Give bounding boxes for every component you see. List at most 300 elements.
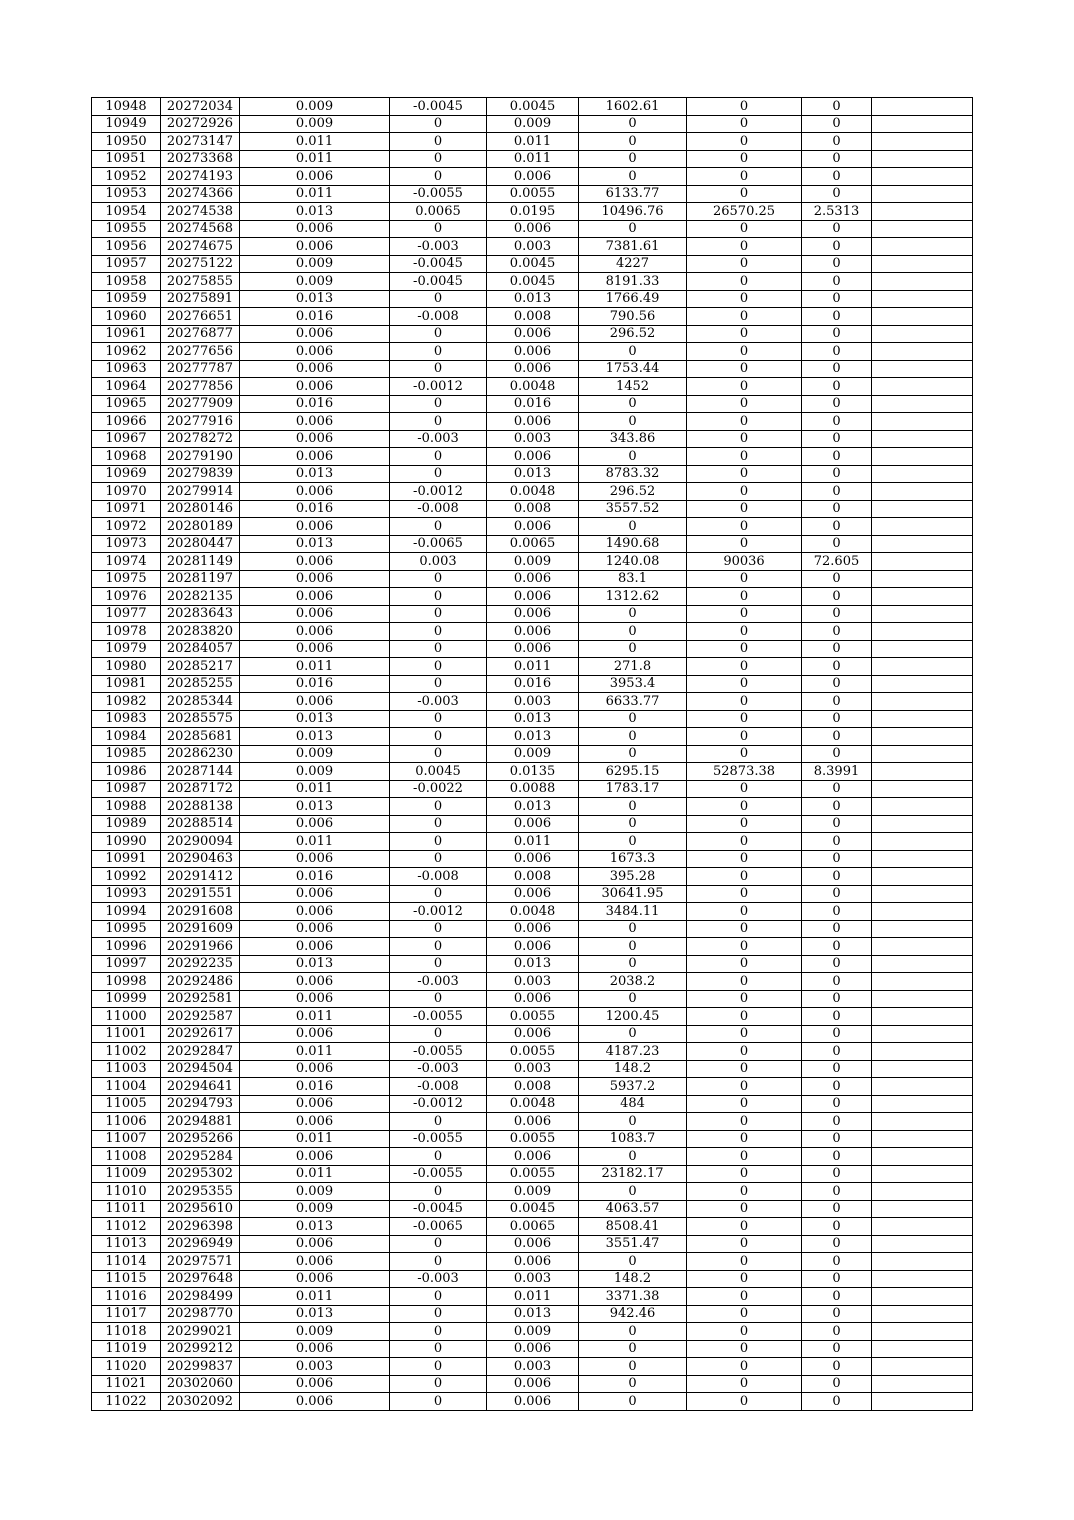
cell-adjustment: -0.0065 — [390, 535, 487, 553]
cell-net-rate: 0.006 — [487, 220, 579, 238]
cell-adjustment: 0 — [390, 588, 487, 606]
cell-rate: 0.006 — [240, 1025, 390, 1043]
table-row — [92, 465, 973, 483]
cell-value: 0 — [687, 1235, 802, 1253]
cell-net-rate: 0.0055 — [487, 1130, 579, 1148]
cell-value: 0 — [687, 1200, 802, 1218]
cell-blank — [872, 675, 973, 693]
cell-row-number: 10957 — [92, 255, 161, 273]
cell-row-number: 11022 — [92, 1393, 161, 1411]
cell-net-rate: 0.009 — [487, 1323, 579, 1341]
cell-row-number: 11013 — [92, 1235, 161, 1253]
cell-rate: 0.013 — [240, 465, 390, 483]
cell-adjustment: 0 — [390, 885, 487, 903]
cell-rate: 0.009 — [240, 273, 390, 291]
cell-net-rate: 0.003 — [487, 1358, 579, 1376]
cell-net-rate: 0.006 — [487, 360, 579, 378]
cell-ratio: 0 — [802, 395, 872, 413]
cell-rate: 0.006 — [240, 553, 390, 571]
cell-ratio: 0 — [802, 833, 872, 851]
cell-adjustment: 0 — [390, 798, 487, 816]
cell-record-id: 20299212 — [161, 1340, 240, 1358]
cell-record-id: 20294881 — [161, 1113, 240, 1131]
cell-adjustment: 0 — [390, 833, 487, 851]
cell-record-id: 20297571 — [161, 1253, 240, 1271]
cell-blank — [872, 1095, 973, 1113]
cell-blank — [872, 518, 973, 536]
cell-net-rate: 0.013 — [487, 290, 579, 308]
cell-value: 0 — [687, 1183, 802, 1201]
cell-adjustment: -0.003 — [390, 238, 487, 256]
cell-value: 0 — [687, 920, 802, 938]
table-row — [92, 605, 973, 623]
cell-ratio: 0 — [802, 448, 872, 466]
cell-amount: 8783.32 — [579, 465, 687, 483]
cell-rate: 0.013 — [240, 203, 390, 221]
cell-rate: 0.013 — [240, 290, 390, 308]
cell-record-id: 20298770 — [161, 1305, 240, 1323]
cell-amount: 5937.2 — [579, 1078, 687, 1096]
cell-row-number: 10970 — [92, 483, 161, 501]
cell-net-rate: 0.006 — [487, 938, 579, 956]
cell-row-number: 11021 — [92, 1375, 161, 1393]
cell-row-number: 10969 — [92, 465, 161, 483]
table-row — [92, 290, 973, 308]
cell-amount: 0 — [579, 1253, 687, 1271]
cell-row-number: 10999 — [92, 990, 161, 1008]
cell-rate: 0.009 — [240, 255, 390, 273]
cell-amount: 148.2 — [579, 1270, 687, 1288]
cell-adjustment: 0 — [390, 1183, 487, 1201]
cell-record-id: 20285344 — [161, 693, 240, 711]
cell-net-rate: 0.003 — [487, 1270, 579, 1288]
cell-rate: 0.016 — [240, 675, 390, 693]
cell-ratio: 0 — [802, 868, 872, 886]
cell-rate: 0.013 — [240, 798, 390, 816]
table-row — [92, 535, 973, 553]
cell-record-id: 20291412 — [161, 868, 240, 886]
cell-record-id: 20280447 — [161, 535, 240, 553]
cell-row-number: 10988 — [92, 798, 161, 816]
cell-amount: 1766.49 — [579, 290, 687, 308]
table-row — [92, 1358, 973, 1376]
cell-net-rate: 0.006 — [487, 1375, 579, 1393]
cell-amount: 0 — [579, 1340, 687, 1358]
cell-blank — [872, 220, 973, 238]
cell-net-rate: 0.006 — [487, 1253, 579, 1271]
table-row — [92, 1008, 973, 1026]
cell-net-rate: 0.009 — [487, 553, 579, 571]
cell-record-id: 20292617 — [161, 1025, 240, 1043]
cell-blank — [872, 903, 973, 921]
cell-value: 0 — [687, 955, 802, 973]
cell-record-id: 20282135 — [161, 588, 240, 606]
cell-ratio: 0 — [802, 185, 872, 203]
cell-blank — [872, 378, 973, 396]
cell-amount: 0 — [579, 150, 687, 168]
cell-rate: 0.013 — [240, 1305, 390, 1323]
cell-record-id: 20292587 — [161, 1008, 240, 1026]
cell-record-id: 20281197 — [161, 570, 240, 588]
cell-row-number: 10950 — [92, 133, 161, 151]
cell-record-id: 20275891 — [161, 290, 240, 308]
cell-net-rate: 0.006 — [487, 448, 579, 466]
cell-adjustment: 0 — [390, 1358, 487, 1376]
table-row — [92, 763, 973, 781]
cell-rate: 0.013 — [240, 535, 390, 553]
cell-net-rate: 0.016 — [487, 675, 579, 693]
table-row — [92, 1078, 973, 1096]
cell-value: 0 — [687, 1253, 802, 1271]
cell-adjustment: 0 — [390, 395, 487, 413]
cell-ratio: 0 — [802, 238, 872, 256]
cell-adjustment: 0 — [390, 1393, 487, 1411]
cell-net-rate: 0.0045 — [487, 273, 579, 291]
table-row — [92, 1305, 973, 1323]
cell-net-rate: 0.003 — [487, 973, 579, 991]
cell-rate: 0.006 — [240, 1095, 390, 1113]
cell-blank — [872, 273, 973, 291]
cell-rate: 0.013 — [240, 955, 390, 973]
cell-net-rate: 0.006 — [487, 588, 579, 606]
table-row — [92, 1375, 973, 1393]
cell-blank — [872, 990, 973, 1008]
cell-value: 0 — [687, 448, 802, 466]
cell-row-number: 10992 — [92, 868, 161, 886]
cell-ratio: 0 — [802, 1323, 872, 1341]
cell-blank — [872, 815, 973, 833]
cell-value: 0 — [687, 430, 802, 448]
table-row — [92, 1200, 973, 1218]
cell-value: 0 — [687, 1025, 802, 1043]
cell-amount: 0 — [579, 133, 687, 151]
cell-amount: 0 — [579, 833, 687, 851]
cell-adjustment: 0 — [390, 1113, 487, 1131]
cell-amount: 0 — [579, 1183, 687, 1201]
cell-rate: 0.006 — [240, 920, 390, 938]
cell-row-number: 10991 — [92, 850, 161, 868]
cell-amount: 4227 — [579, 255, 687, 273]
cell-net-rate: 0.0045 — [487, 1200, 579, 1218]
cell-row-number: 10985 — [92, 745, 161, 763]
cell-net-rate: 0.003 — [487, 238, 579, 256]
cell-rate: 0.006 — [240, 1235, 390, 1253]
cell-net-rate: 0.0048 — [487, 483, 579, 501]
cell-blank — [872, 763, 973, 781]
table-row — [92, 1060, 973, 1078]
cell-net-rate: 0.006 — [487, 570, 579, 588]
cell-rate: 0.011 — [240, 780, 390, 798]
cell-ratio: 0 — [802, 1288, 872, 1306]
cell-adjustment: 0.0045 — [390, 763, 487, 781]
cell-net-rate: 0.0048 — [487, 903, 579, 921]
cell-net-rate: 0.0055 — [487, 1008, 579, 1026]
cell-amount: 0 — [579, 1375, 687, 1393]
table-row — [92, 1183, 973, 1201]
cell-adjustment: -0.003 — [390, 1060, 487, 1078]
cell-record-id: 20273368 — [161, 150, 240, 168]
cell-blank — [872, 850, 973, 868]
table-row — [92, 798, 973, 816]
cell-ratio: 0 — [802, 623, 872, 641]
cell-value: 0 — [687, 1148, 802, 1166]
cell-ratio: 0 — [802, 1095, 872, 1113]
table-row — [92, 693, 973, 711]
cell-ratio: 0 — [802, 745, 872, 763]
cell-adjustment: 0 — [390, 133, 487, 151]
cell-amount: 6295.15 — [579, 763, 687, 781]
cell-adjustment: -0.003 — [390, 1270, 487, 1288]
cell-record-id: 20285681 — [161, 728, 240, 746]
cell-blank — [872, 728, 973, 746]
cell-value: 0 — [687, 693, 802, 711]
cell-blank — [872, 1393, 973, 1411]
cell-row-number: 10997 — [92, 955, 161, 973]
cell-adjustment: 0 — [390, 325, 487, 343]
cell-amount: 0 — [579, 115, 687, 133]
table-row — [92, 553, 973, 571]
cell-net-rate: 0.011 — [487, 658, 579, 676]
cell-ratio: 0 — [802, 518, 872, 536]
cell-amount: 6133.77 — [579, 185, 687, 203]
cell-value: 0 — [687, 675, 802, 693]
cell-blank — [872, 745, 973, 763]
cell-amount: 8508.41 — [579, 1218, 687, 1236]
cell-record-id: 20296398 — [161, 1218, 240, 1236]
cell-value: 0 — [687, 1323, 802, 1341]
table-row — [92, 150, 973, 168]
cell-value: 0 — [687, 1305, 802, 1323]
cell-rate: 0.006 — [240, 343, 390, 361]
cell-blank — [872, 1148, 973, 1166]
cell-rate: 0.006 — [240, 378, 390, 396]
cell-ratio: 0 — [802, 465, 872, 483]
cell-amount: 1083.7 — [579, 1130, 687, 1148]
cell-record-id: 20280189 — [161, 518, 240, 536]
cell-blank — [872, 325, 973, 343]
cell-net-rate: 0.013 — [487, 710, 579, 728]
cell-record-id: 20279839 — [161, 465, 240, 483]
cell-blank — [872, 430, 973, 448]
cell-net-rate: 0.008 — [487, 868, 579, 886]
cell-row-number: 11016 — [92, 1288, 161, 1306]
cell-record-id: 20274193 — [161, 168, 240, 186]
cell-net-rate: 0.011 — [487, 1288, 579, 1306]
cell-rate: 0.006 — [240, 973, 390, 991]
cell-adjustment: 0 — [390, 955, 487, 973]
cell-value: 0 — [687, 833, 802, 851]
cell-record-id: 20274366 — [161, 185, 240, 203]
cell-amount: 3953.4 — [579, 675, 687, 693]
cell-amount: 3371.38 — [579, 1288, 687, 1306]
cell-value: 0 — [687, 728, 802, 746]
table-row — [92, 325, 973, 343]
cell-row-number: 10976 — [92, 588, 161, 606]
cell-adjustment: 0 — [390, 570, 487, 588]
cell-rate: 0.006 — [240, 360, 390, 378]
cell-record-id: 20296949 — [161, 1235, 240, 1253]
cell-value: 0 — [687, 938, 802, 956]
table-row — [92, 378, 973, 396]
cell-rate: 0.013 — [240, 728, 390, 746]
cell-blank — [872, 238, 973, 256]
cell-amount: 7381.61 — [579, 238, 687, 256]
table-row — [92, 1323, 973, 1341]
cell-rate: 0.011 — [240, 185, 390, 203]
cell-value: 0 — [687, 1043, 802, 1061]
cell-value: 0 — [687, 640, 802, 658]
cell-record-id: 20284057 — [161, 640, 240, 658]
table-row — [92, 273, 973, 291]
cell-amount: 343.86 — [579, 430, 687, 448]
cell-blank — [872, 1323, 973, 1341]
cell-net-rate: 0.013 — [487, 1305, 579, 1323]
table-row — [92, 955, 973, 973]
cell-row-number: 11011 — [92, 1200, 161, 1218]
cell-amount: 0 — [579, 395, 687, 413]
cell-record-id: 20298499 — [161, 1288, 240, 1306]
cell-ratio: 0 — [802, 413, 872, 431]
cell-adjustment: 0 — [390, 815, 487, 833]
cell-record-id: 20292847 — [161, 1043, 240, 1061]
cell-row-number: 10953 — [92, 185, 161, 203]
cell-adjustment: 0 — [390, 1288, 487, 1306]
table-row — [92, 133, 973, 151]
cell-ratio: 0 — [802, 273, 872, 291]
table-row — [92, 98, 973, 116]
cell-blank — [872, 833, 973, 851]
cell-blank — [872, 1218, 973, 1236]
cell-adjustment: 0 — [390, 938, 487, 956]
cell-amount: 0 — [579, 1113, 687, 1131]
cell-amount: 3557.52 — [579, 500, 687, 518]
table-row — [92, 1253, 973, 1271]
table-row — [92, 850, 973, 868]
cell-rate: 0.006 — [240, 1148, 390, 1166]
cell-blank — [872, 588, 973, 606]
cell-blank — [872, 710, 973, 728]
cell-row-number: 10980 — [92, 658, 161, 676]
cell-ratio: 0 — [802, 1148, 872, 1166]
cell-adjustment: 0 — [390, 1323, 487, 1341]
cell-value: 0 — [687, 308, 802, 326]
cell-adjustment: 0 — [390, 343, 487, 361]
cell-rate: 0.011 — [240, 1008, 390, 1026]
cell-record-id: 20288514 — [161, 815, 240, 833]
table-row — [92, 448, 973, 466]
cell-rate: 0.006 — [240, 518, 390, 536]
cell-row-number: 10986 — [92, 763, 161, 781]
cell-amount: 0 — [579, 623, 687, 641]
cell-row-number: 10998 — [92, 973, 161, 991]
cell-record-id: 20285255 — [161, 675, 240, 693]
cell-value: 0 — [687, 168, 802, 186]
cell-ratio: 0 — [802, 1130, 872, 1148]
cell-amount: 148.2 — [579, 1060, 687, 1078]
cell-blank — [872, 1060, 973, 1078]
cell-amount: 0 — [579, 605, 687, 623]
cell-row-number: 10968 — [92, 448, 161, 466]
cell-blank — [872, 1130, 973, 1148]
cell-amount: 3551.47 — [579, 1235, 687, 1253]
cell-row-number: 10973 — [92, 535, 161, 553]
cell-ratio: 0 — [802, 728, 872, 746]
cell-adjustment: -0.003 — [390, 430, 487, 448]
cell-value: 0 — [687, 798, 802, 816]
cell-amount: 0 — [579, 220, 687, 238]
cell-rate: 0.006 — [240, 448, 390, 466]
cell-value: 0 — [687, 343, 802, 361]
cell-adjustment: 0 — [390, 1253, 487, 1271]
cell-ratio: 0 — [802, 675, 872, 693]
cell-rate: 0.016 — [240, 308, 390, 326]
cell-record-id: 20274568 — [161, 220, 240, 238]
cell-value: 0 — [687, 185, 802, 203]
table-row — [92, 238, 973, 256]
cell-ratio: 0 — [802, 710, 872, 728]
cell-row-number: 11009 — [92, 1165, 161, 1183]
cell-adjustment: 0 — [390, 1305, 487, 1323]
cell-net-rate: 0.013 — [487, 955, 579, 973]
cell-record-id: 20277909 — [161, 395, 240, 413]
table-row — [92, 518, 973, 536]
cell-rate: 0.006 — [240, 430, 390, 448]
cell-net-rate: 0.006 — [487, 1340, 579, 1358]
cell-net-rate: 0.006 — [487, 850, 579, 868]
table-row — [92, 220, 973, 238]
table-row — [92, 185, 973, 203]
cell-net-rate: 0.006 — [487, 343, 579, 361]
cell-ratio: 0 — [802, 1183, 872, 1201]
cell-rate: 0.006 — [240, 1253, 390, 1271]
cell-adjustment: 0 — [390, 518, 487, 536]
cell-record-id: 20280146 — [161, 500, 240, 518]
cell-ratio: 0 — [802, 1235, 872, 1253]
cell-blank — [872, 1305, 973, 1323]
cell-amount: 1673.3 — [579, 850, 687, 868]
cell-record-id: 20283820 — [161, 623, 240, 641]
cell-adjustment: 0 — [390, 728, 487, 746]
table-row — [92, 1340, 973, 1358]
cell-amount: 0 — [579, 920, 687, 938]
cell-net-rate: 0.006 — [487, 1235, 579, 1253]
cell-row-number: 11004 — [92, 1078, 161, 1096]
cell-blank — [872, 1375, 973, 1393]
cell-amount: 3484.11 — [579, 903, 687, 921]
cell-value: 0 — [687, 98, 802, 116]
cell-rate: 0.006 — [240, 570, 390, 588]
cell-blank — [872, 955, 973, 973]
cell-value: 0 — [687, 133, 802, 151]
cell-row-number: 11015 — [92, 1270, 161, 1288]
cell-row-number: 11017 — [92, 1305, 161, 1323]
cell-row-number: 11007 — [92, 1130, 161, 1148]
cell-row-number: 11005 — [92, 1095, 161, 1113]
cell-amount: 0 — [579, 518, 687, 536]
cell-amount: 1312.62 — [579, 588, 687, 606]
cell-rate: 0.011 — [240, 833, 390, 851]
cell-blank — [872, 448, 973, 466]
cell-record-id: 20285217 — [161, 658, 240, 676]
cell-value: 0 — [687, 885, 802, 903]
cell-row-number: 11001 — [92, 1025, 161, 1043]
table-row — [92, 903, 973, 921]
cell-value: 0 — [687, 605, 802, 623]
table-row — [92, 990, 973, 1008]
cell-amount: 271.8 — [579, 658, 687, 676]
cell-ratio: 0 — [802, 343, 872, 361]
cell-amount: 484 — [579, 1095, 687, 1113]
